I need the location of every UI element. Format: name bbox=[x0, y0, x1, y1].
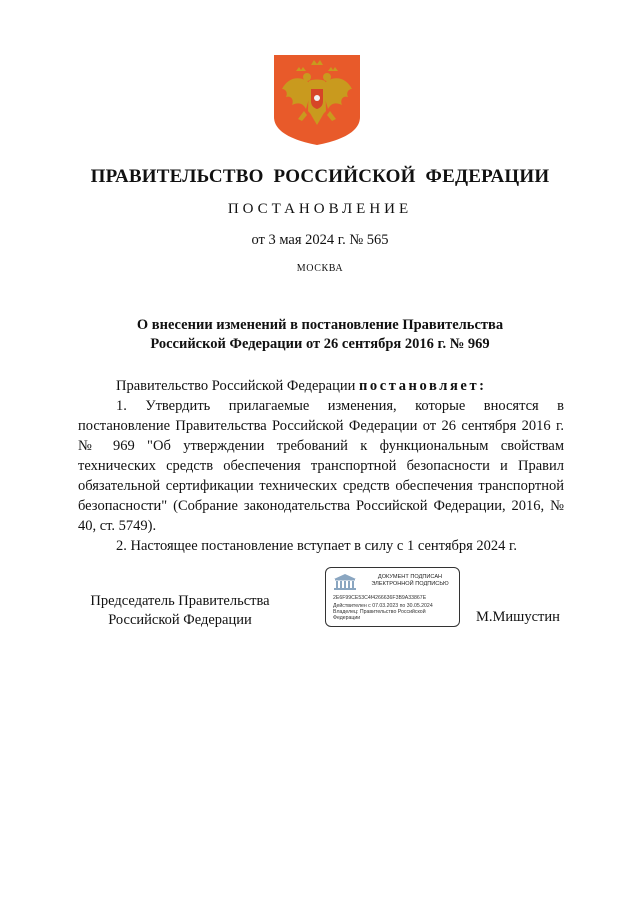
document-body bbox=[78, 376, 564, 556]
intro-emphasis: постановляет: bbox=[358, 378, 487, 394]
document-date-number: от 3 мая 2024 г. № 565 bbox=[251, 232, 389, 248]
government-building-icon bbox=[332, 573, 358, 591]
signer-position-line-2: Российской Федерации bbox=[108, 612, 252, 628]
esign-heading bbox=[362, 574, 458, 588]
state-emblem-icon bbox=[274, 55, 360, 145]
document-type: ПОСТАНОВЛЕНИЕ bbox=[227, 201, 413, 217]
esign-owner-line-2: Федерации bbox=[333, 615, 361, 621]
esign-heading-line-1: ДОКУМЕНТ ПОДПИСАН bbox=[377, 574, 443, 580]
signer-position bbox=[60, 592, 300, 630]
government-title: ПРАВИТЕЛЬСТВО РОССИЙСКОЙ ФЕДЕРАЦИИ bbox=[90, 166, 550, 187]
heading-line-1: О внесении изменений в постановление Правительства bbox=[136, 317, 504, 333]
heading-line-2: Российской Федерации от 26 сентября 2016 г. № 969 bbox=[150, 336, 490, 352]
intro-text: Правительство Российской Федерации bbox=[116, 378, 356, 394]
esign-heading-line-2: ЭЛЕКТРОННОЙ ПОДПИСЬЮ bbox=[371, 581, 449, 587]
esign-owner-line-1: Владелец: Правительство Российской bbox=[333, 609, 426, 615]
signer-name: М.Мишустин bbox=[476, 609, 560, 625]
signer-position-line-1: Председатель Правительства bbox=[90, 593, 270, 609]
electronic-signature-stamp bbox=[325, 567, 460, 627]
paragraph-1: 1. Утвердить прилагаемые изменения, которые вносятся в постановление Правительства Российской Федерации от 26 сентября 2016 г. № 969 "Об утверждении требований к функциональным свойствам технических средств обеспечения транспортной безопасности и Правил обязательной сертификации технических средств обеспечения транспортной безопасности" (Собрание законодательства Российской Федерации, 2016, № 40, ст. 5749). bbox=[78, 398, 564, 534]
esign-serial: 2E6F99CE53C4f4266636F3B9A33867E bbox=[333, 595, 427, 601]
intro-paragraph bbox=[78, 376, 564, 396]
document-city: МОСКВА bbox=[296, 263, 344, 274]
esign-validity: Действителен с 07.03.2023 по 30.05.2024 bbox=[333, 603, 433, 609]
document-heading bbox=[0, 316, 640, 354]
paragraph-2: 2. Настоящее постановление вступает в силу с 1 сентября 2024 г. bbox=[116, 538, 517, 554]
